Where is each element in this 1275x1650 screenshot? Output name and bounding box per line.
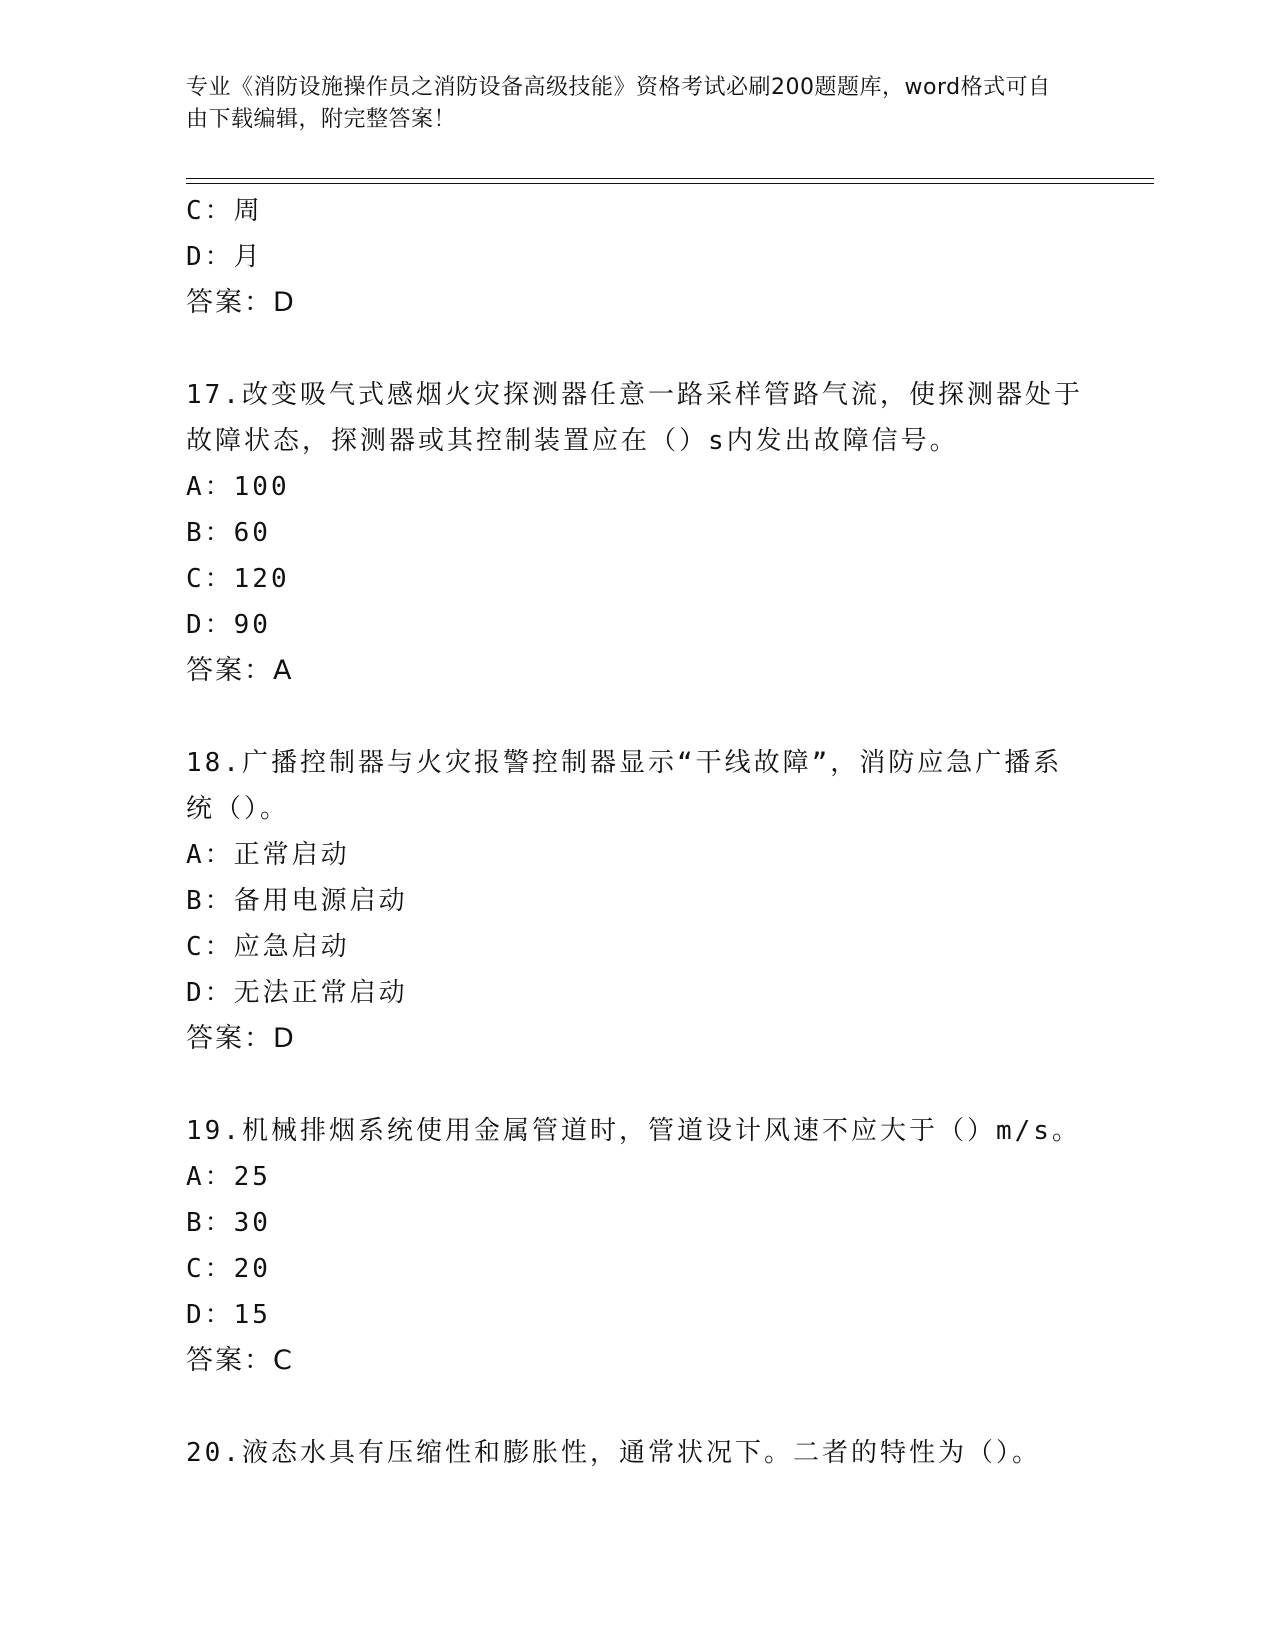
question-number: 17. <box>186 380 242 410</box>
spacer <box>186 1062 1086 1108</box>
question-text: 广播控制器与火灾报警控制器显示“干线故障”，消防应急广播系统（）。 <box>186 748 1063 824</box>
option-b: B：备用电源启动 <box>186 886 408 916</box>
question-content <box>186 188 1086 1476</box>
option-d: D：月 <box>186 242 263 272</box>
option-d: D：90 <box>186 610 271 640</box>
question-stem <box>186 372 1086 464</box>
question-17 <box>186 372 1086 694</box>
option-c: C：20 <box>186 1254 271 1284</box>
answer-line: 答案：D <box>186 287 296 318</box>
page-header-title: 专业《消防设施操作员之消防设备高级技能》资格考试必刷200题题库，word格式可自由下载编辑，附完整答案！ <box>186 75 1051 132</box>
question-20 <box>186 1430 1086 1476</box>
spacer <box>186 1384 1086 1430</box>
option-a: A：100 <box>186 472 290 502</box>
option-b: B：60 <box>186 518 271 548</box>
question-number: 18. <box>186 748 242 778</box>
answer-line: 答案：A <box>186 655 294 686</box>
option-a: A：正常启动 <box>186 840 350 870</box>
question-stem <box>186 740 1086 832</box>
question-16-continued <box>186 188 1086 326</box>
option-c: C：应急启动 <box>186 932 350 962</box>
option-c: C：周 <box>186 196 263 226</box>
question-18 <box>186 740 1086 1062</box>
spacer <box>186 694 1086 740</box>
question-number: 19. <box>186 1116 242 1146</box>
option-d: D：15 <box>186 1300 271 1330</box>
option-a: A：25 <box>186 1162 271 1192</box>
question-19 <box>186 1108 1086 1384</box>
header-divider-bottom <box>186 183 1154 184</box>
question-text: 液态水具有压缩性和膨胀性，通常状况下。二者的特性为（）。 <box>241 1438 1041 1468</box>
option-d: D：无法正常启动 <box>186 978 408 1008</box>
question-stem <box>186 1430 1086 1476</box>
question-text: 改变吸气式感烟火灾探测器任意一路采样管路气流，使探测器处于故障状态，探测器或其控制装置应在（）s内发出故障信号。 <box>186 380 1083 456</box>
answer-line: 答案：C <box>186 1345 294 1376</box>
question-stem <box>186 1108 1086 1154</box>
header-divider-top <box>186 178 1154 179</box>
question-number: 20. <box>186 1438 242 1468</box>
question-text: 机械排烟系统使用金属管道时，管道设计风速不应大于（）m/s。 <box>241 1116 1081 1146</box>
option-b: B：30 <box>186 1208 271 1238</box>
option-c: C：120 <box>186 564 290 594</box>
spacer <box>186 326 1086 372</box>
answer-line: 答案：D <box>186 1023 296 1054</box>
